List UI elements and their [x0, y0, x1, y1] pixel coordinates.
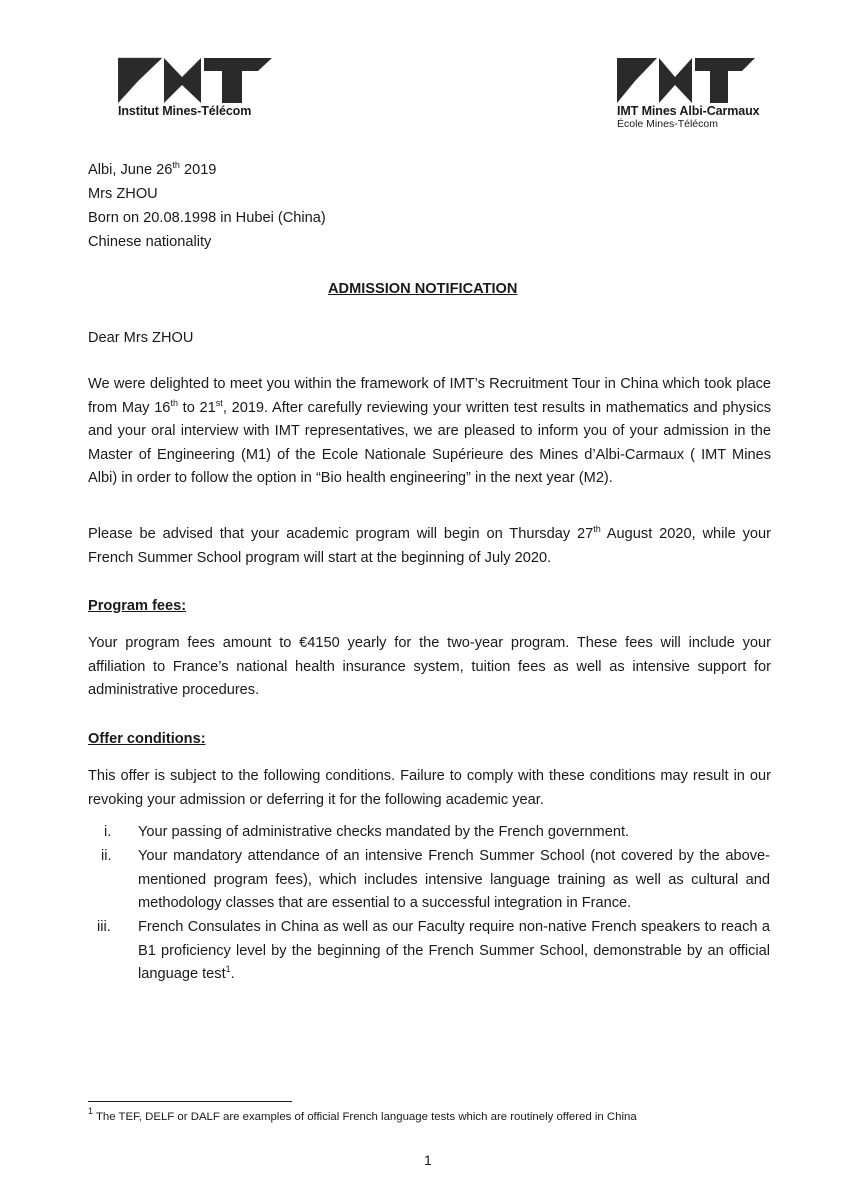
- program-fees-text: Your program fees amount to €4150 yearly for the two-year program. These fees will include your affiliation to France’s national health insurance system, tuition fees as well as intensive support for administrative procedures.: [88, 635, 771, 699]
- logo-left-name: Institut Mines-Télécom: [118, 104, 252, 118]
- page-number: 1: [424, 1152, 432, 1168]
- salutation: Dear Mrs ZHOU: [88, 330, 194, 346]
- logo-right-subtitle: École Mines-Télécom: [617, 118, 718, 130]
- program-start-paragraph: Please be advised that your academic program will begin on Thursday 27th August 2020, while your French Summer School program will start at the beginning of July 2020.: [88, 524, 772, 566]
- offer-conditions-intro: This offer is subject to the following conditions. Failure to comply with these conditions may result in our revoking your admission or deferring it for the following academic year.: [88, 768, 771, 808]
- imt-logo-left: [118, 57, 272, 103]
- condition-item: Your mandatory attendance of an intensive French Summer School (not covered by the above-mentioned program fees), which includes intensive language training as well as cultural and methodology classes that are essential to a successful integration in France.: [138, 848, 770, 912]
- footnote: $^1$ The TEF, DELF or DALF are examples of official French language tests which are routinely offered in China: [88, 1106, 637, 1123]
- condition-number: iii.: [97, 919, 111, 935]
- condition-number: i.: [104, 824, 112, 840]
- condition-item: French Consulates in China as well as our Faculty require non-native French speakers to reach a B1 proficiency level by the beginning of the French Summer School, demonstrable by an official language test$^1$.: [138, 919, 770, 983]
- letter-date: Albi, June 26th 2019: [88, 160, 217, 178]
- footnote-divider: [88, 1101, 292, 1102]
- recipient-name: Mrs ZHOU: [88, 186, 158, 202]
- offer-conditions-heading: Offer conditions:: [88, 731, 206, 747]
- recipient-nationality: Chinese nationality: [88, 234, 212, 250]
- program-fees-heading: Program fees:: [88, 598, 187, 614]
- condition-item: Your passing of administrative checks mandated by the French government.: [138, 824, 630, 840]
- logo-right-name: IMT Mines Albi-Carmaux: [617, 104, 760, 118]
- condition-number: ii.: [101, 848, 112, 864]
- recipient-birth: Born on 20.08.1998 in Hubei (China): [88, 210, 326, 226]
- letter-title: ADMISSION NOTIFICATION: [328, 281, 518, 297]
- intro-paragraph: We were delighted to meet you within the framework of IMT’s Recruitment Tour in China which took place from May 16th to 21st, 2019. After carefully reviewing your written test results in mathematics and physics and your oral interview with IMT representatives, we are pleased to inform you of your admission in the Master of Engineering (M1) of the Ecole Nationale Supérieure des Mines d’Albi-Carmaux ( IMT Mines Albi) in order to follow the option in “Bio health engineering” in the next year (M2).: [88, 376, 771, 487]
- imt-logo-right: [617, 57, 755, 103]
